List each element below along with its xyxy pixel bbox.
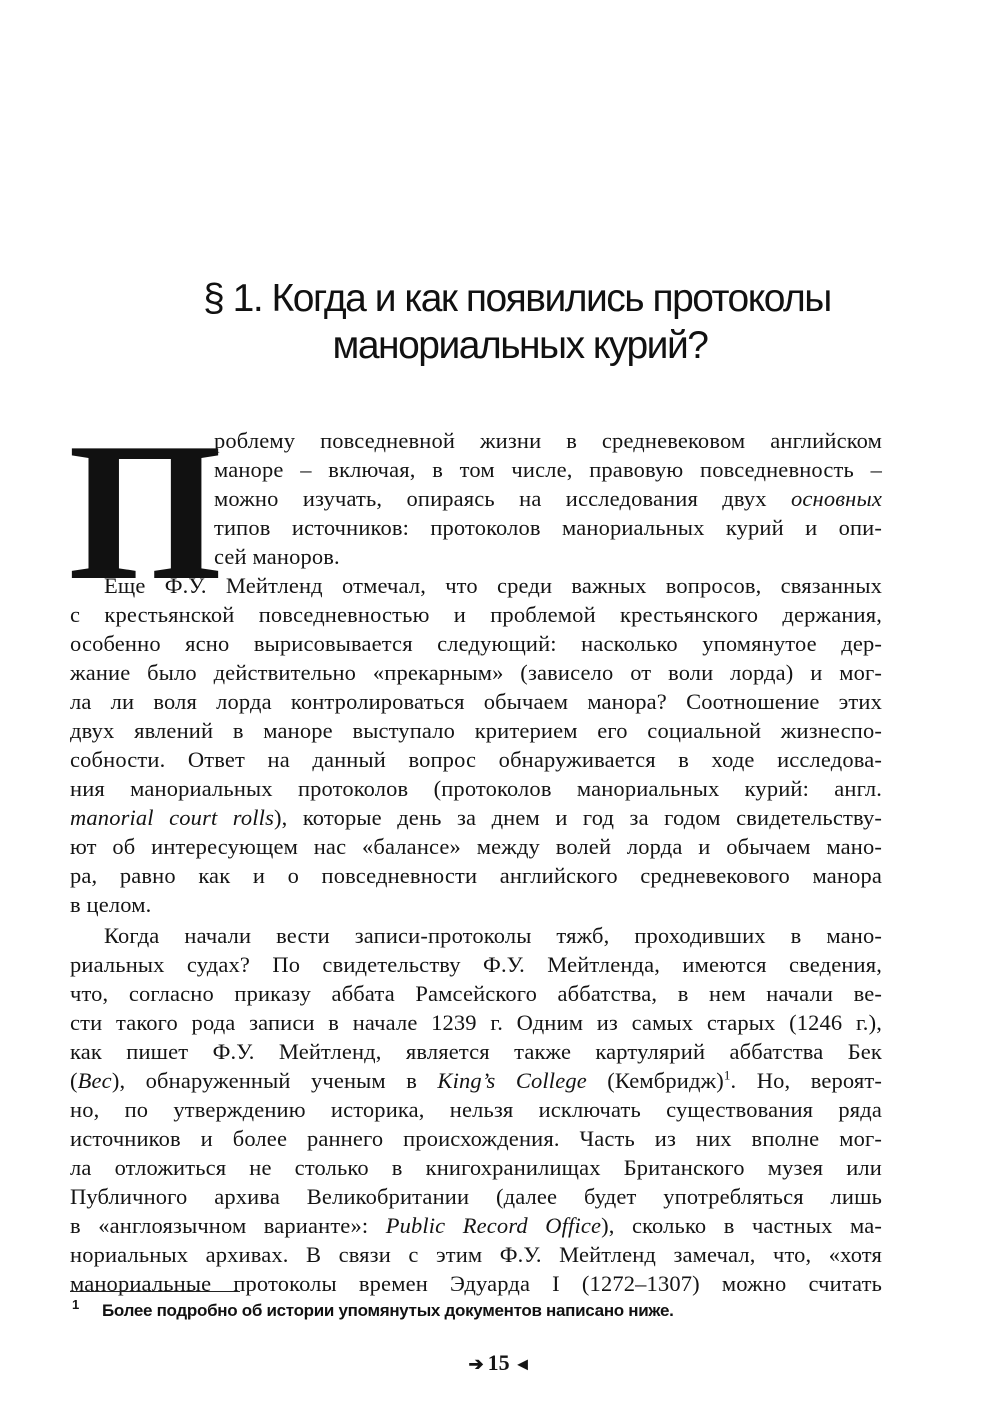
text-line: в целом.: [70, 892, 152, 917]
text-line: но, по утверждению историка, нельзя исключать существования ряда: [70, 1097, 882, 1122]
text-line: нориальных архивах. В связи с этим Ф.У. Мейтленд замечал, что, «хотя: [70, 1242, 882, 1267]
text-line: ют об интересующем нас «балансе» между волей лорда и обычаем мано-: [70, 834, 882, 859]
text-line: жание было действительно «прекарным» (зависело от воли лорда) и мог-: [70, 660, 882, 685]
drop-cap: П: [68, 402, 223, 621]
text-line: сти такого рода записи в начале 1239 г. Одним из самых старых (1246 г.),: [70, 1010, 882, 1035]
text-line: маноре – включая, в том числе, правовую повседневность –: [214, 457, 882, 482]
text-line: в «англоязычном варианте»: Public Record Office), сколько в частных ма-: [70, 1213, 882, 1238]
heading-line-1: § 1. Когда и как появились протоколы: [203, 277, 831, 320]
text-line: двух явлений в маноре выступало критерием его социальной жизнеспо-: [70, 718, 882, 743]
text-line: (Bec), обнаруженный ученым в King’s College (Кембридж)$^1$. Но, вероят-: [70, 1067, 882, 1093]
text-line: Еще Ф.У. Мейтленд отмечал, что среди важных вопросов, связанных: [104, 573, 882, 598]
text-line: ния манориальных протоколов (протоколов манориальных курий: англ.: [70, 776, 882, 801]
text-line: сей маноров.: [214, 544, 340, 569]
text-line: риальных судах? По свидетельству Ф.У. Мейтленда, имеются сведения,: [70, 952, 882, 977]
text-line: можно изучать, опираясь на исследования двух основных: [214, 486, 882, 511]
footnote-ref[interactable]: 1: [723, 1067, 731, 1083]
footnote-divider: [70, 1291, 240, 1292]
text-line: собности. Ответ на данный вопрос обнаруживается в ходе исследова-: [70, 747, 882, 772]
text-line: ла отложиться не столько в книгохранилищах Британского музея или: [70, 1155, 882, 1180]
text-line: источников и более раннего происхождения. Часть из них вполне мог-: [70, 1126, 882, 1151]
text-line: как пишет Ф.У. Мейтленд, является также картулярий аббатства Бек: [70, 1039, 882, 1064]
page-number-footer: [0, 1350, 1000, 1376]
text-line: манориальные протоколы времен Эдуарда I (1272–1307) можно считать: [70, 1271, 882, 1296]
footnote-marker: 1: [72, 1297, 80, 1312]
text-line: что, согласно приказу аббата Рамсейского аббатства, в нем начали ве-: [70, 981, 882, 1006]
text-line: особенно ясно вырисовывается следующий: насколько упомянутое дер-: [70, 631, 882, 656]
text-line: типов источников: протоколов манориальных курий и опи-: [214, 515, 882, 540]
arrow-left-ornament-icon: ◄: [513, 1354, 532, 1374]
heading-line-2: манориальных курий?: [332, 324, 708, 367]
text-line: ра, равно как и о повседневности английского средневекового манора: [70, 863, 882, 888]
text-line: роблему повседневной жизни в средневековом английском: [214, 428, 882, 453]
text-line: manorial court rolls), которые день за днем и год за годом свидетельству-: [70, 805, 883, 830]
text-line: с крестьянской повседневностью и проблемой крестьянского держания,: [70, 602, 882, 627]
text-line: ла ли воля лорда контролироваться обычаем манора? Соотношение этих: [70, 689, 882, 714]
page-number: 15: [487, 1350, 510, 1375]
footnote-text: Более подробно об истории упомянутых документов написано ниже.: [102, 1301, 674, 1320]
text-line: Публичного архива Великобритании (далее будет употребляться лишь: [70, 1184, 882, 1209]
text-line: Когда начали вести записи-протоколы тяжб, проходивших в мано-: [104, 923, 882, 948]
arrow-right-ornament-icon: ➔: [468, 1354, 484, 1374]
chapter-heading: [0, 275, 1000, 369]
